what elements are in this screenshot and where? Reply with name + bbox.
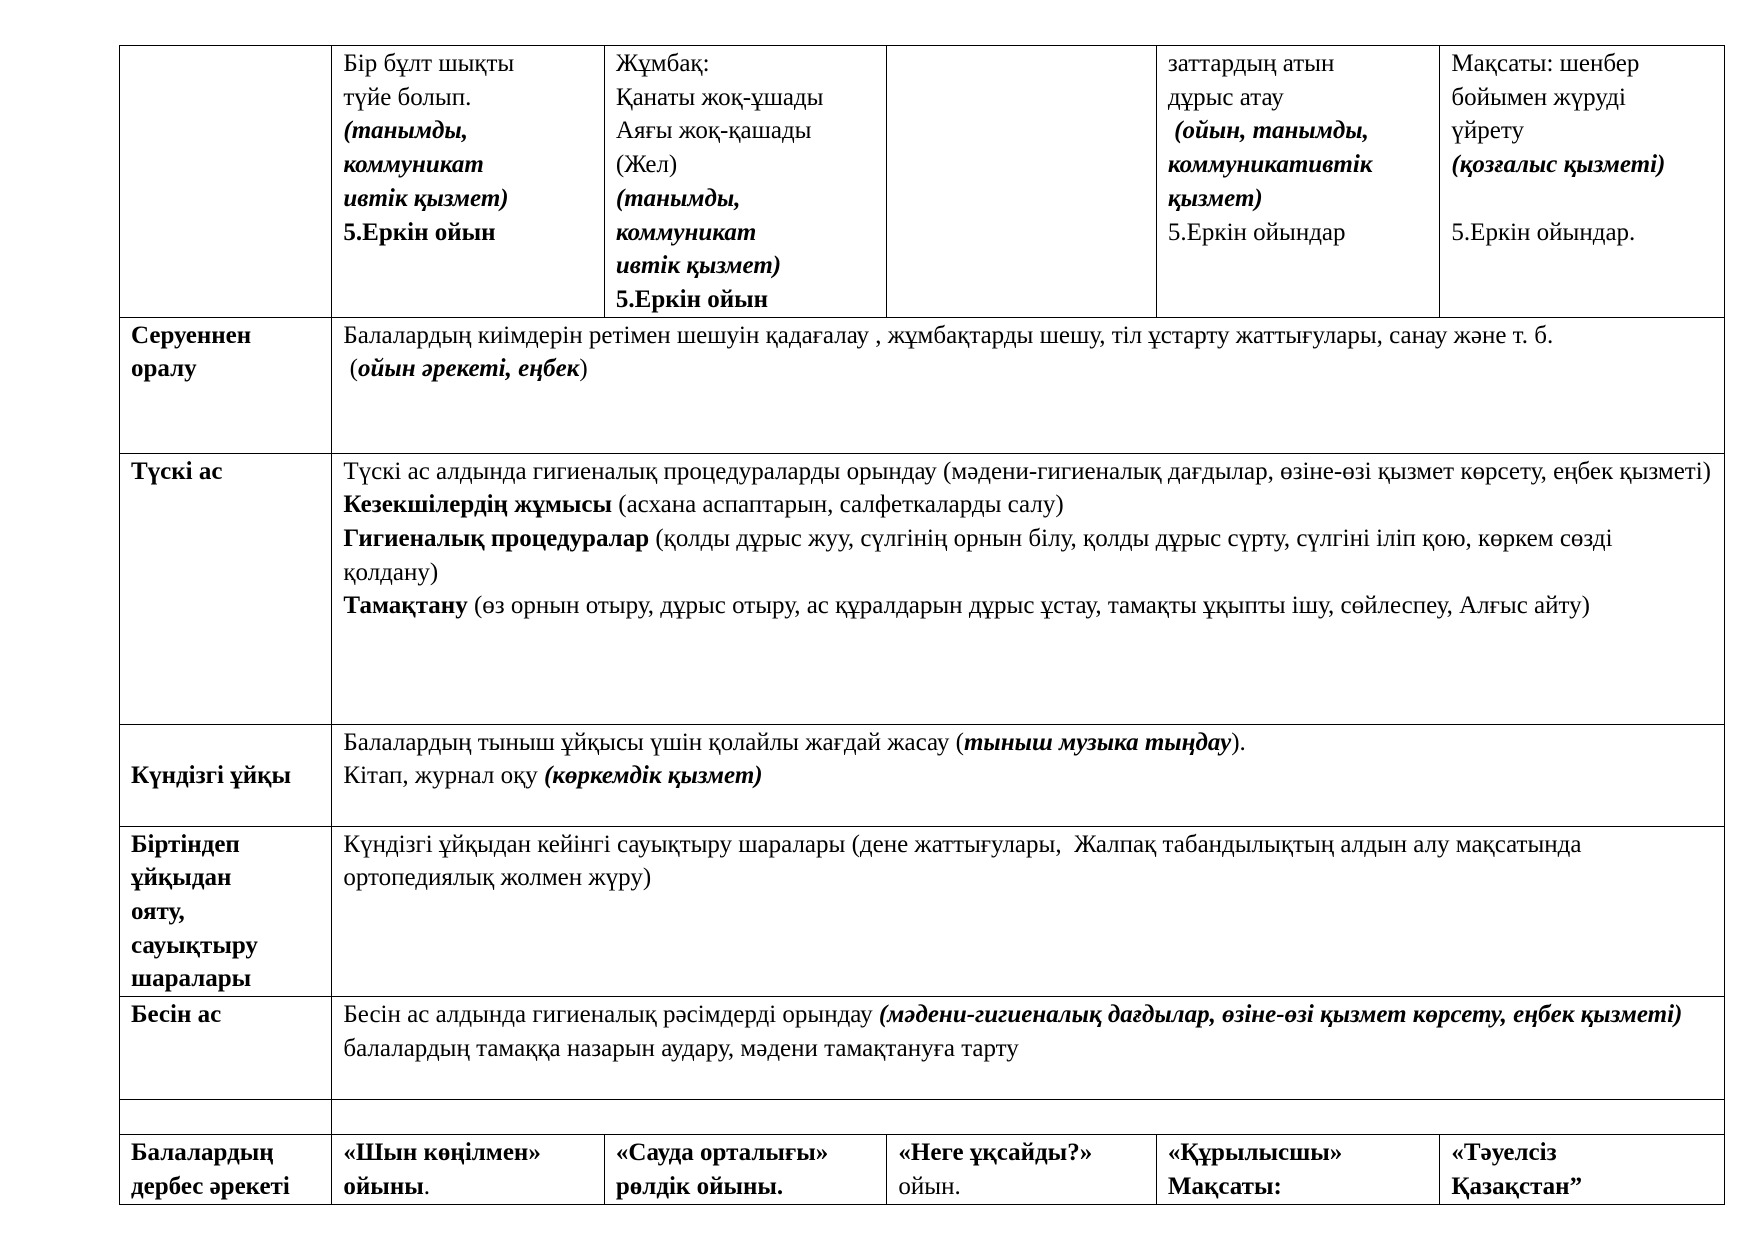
- independent-row: [120, 1135, 1725, 1204]
- cell-naming-objects: [1156, 46, 1440, 318]
- snack-row: [120, 997, 1725, 1100]
- activity-type: (танымды,: [615, 184, 741, 212]
- cell-riddle: [604, 46, 887, 318]
- return-walk-activity: (ойын әрекеті, еңбек): [343, 355, 588, 383]
- game-what-looks-like: «Неге ұқсайды?» ойын.: [887, 1135, 1157, 1204]
- text-line: Бір бұлт шықты: [343, 50, 515, 77]
- free-play-label: 5.Еркін ойын: [343, 218, 496, 246]
- activity-type: коммуникат: [343, 151, 484, 179]
- text-line: Жұмбақ:: [615, 50, 710, 77]
- activity-type: коммуникат: [615, 218, 757, 246]
- lunch-intro: Түскі ас алдында гигиеналық процедураларды орындау (мәдени-гигиеналық дағдылар, өзіне-өзі қызмет көрсету, еңбек қызметі): [343, 457, 1712, 485]
- nap-line-2: Кітап, журнал оқу (көркемдік қызмет): [343, 762, 763, 790]
- spacer-line: [1451, 182, 1713, 216]
- wakeup-row: [120, 826, 1725, 997]
- return-walk-row: [120, 317, 1725, 453]
- text-line: дұрыс атау: [1167, 83, 1284, 111]
- activity-type: ивтік қызмет): [615, 252, 782, 280]
- free-play-label: 5.Еркін ойындар.: [1451, 218, 1636, 246]
- nap-row: [120, 724, 1725, 826]
- game-sincere: «Шын көңілмен» ойыны.: [332, 1135, 605, 1204]
- lunch-hygiene: Гигиеналық процедуралар (қолды дұрыс жуу, сүлгінің орнын білу, қолды дұрыс сүрту, сүлгіні іліп қою, көркем сөзді қолдану): [343, 525, 1613, 586]
- activity-type: (танымды,: [343, 117, 469, 145]
- game-independent-kazakhstan: «Тәуелсіз Қазақстан”: [1440, 1135, 1725, 1204]
- row-label-lunch: Түскі ас: [120, 453, 332, 724]
- activity-type: (қозғалыс қызметі): [1451, 151, 1666, 179]
- text-line: (Жел): [615, 151, 678, 179]
- row-label-return-walk: Серуеннен оралу: [120, 317, 332, 453]
- activity-type: коммуникативтік: [1167, 151, 1373, 179]
- row-label-snack: Бесін ас: [120, 997, 332, 1100]
- free-play-label: 5.Еркін ойындар: [1167, 218, 1346, 246]
- text-line: заттардың атын: [1167, 50, 1335, 77]
- lunch-content: [332, 453, 1725, 724]
- cell-circle-walk: [1440, 46, 1725, 318]
- text-line: үйрету: [1451, 117, 1524, 145]
- text-line: Мақсаты: шенбер: [1451, 50, 1640, 77]
- return-walk-text: Балалардың киімдерін ретімен шешуін қадағалау , жұмбақтарды шешу, тіл ұстарту жаттығулары, санау және т. б.: [343, 321, 1554, 349]
- text-line: Аяғы жоқ-қашады: [615, 117, 812, 145]
- text-line: түйе болып.: [343, 83, 472, 111]
- row-label-independent: Балалардың дербес әрекеті: [120, 1135, 332, 1204]
- nap-line-1: Балалардың тыныш ұйқысы үшін қолайлы жағдай жасау (тыныш музыка тыңдау).: [343, 728, 1246, 756]
- activity-type: ивтік қызмет): [343, 184, 509, 212]
- snack-content: Бесін ас алдында гигиеналық рәсімдерді орындау (мәдени-гигиеналық дағдылар, өзіне-өзі қызмет көрсету, еңбек қызметі) балалардың тамаққа назарын аудару, мәдени тамақтануға тарту: [332, 997, 1725, 1100]
- cell-empty: [887, 46, 1157, 318]
- empty-row: [120, 1100, 1725, 1135]
- continuation-row: [120, 46, 1725, 318]
- daily-plan-table: [119, 45, 1725, 1205]
- lunch-row: [120, 453, 1725, 724]
- game-shopping-center: «Сауда орталығы» рөлдік ойыны.: [604, 1135, 887, 1204]
- cell-cloud-poem: [332, 46, 605, 318]
- row-label-wakeup: Біртіндеп ұйқыдан ояту, сауықтыру шаралары: [120, 826, 332, 997]
- wakeup-content: Күндізгі ұйқыдан кейінгі сауықтыру шаралары (дене жаттығулары, Жалпақ табандылықтың алдын алу мақсатында ортопедиялық жолмен жүру): [332, 826, 1725, 997]
- empty-cell: [332, 1100, 1725, 1135]
- activity-type: қызмет): [1167, 184, 1263, 212]
- lunch-eating: Тамақтану (өз орнын отыру, дұрыс отыру, ас құралдарын дұрыс ұстау, тамақты ұқыпты ішу, сөйлеспеу, Алғыс айту): [343, 592, 1590, 620]
- empty-cell: [120, 1100, 332, 1135]
- return-walk-content: [332, 317, 1725, 453]
- text-line: Қанаты жоқ-ұшады: [615, 83, 824, 111]
- lunch-duty: Кезекшілердің жұмысы (асхана аспаптарын, салфеткаларды салу): [343, 491, 1064, 519]
- text-line: бойымен жүруді: [1451, 83, 1626, 111]
- row-label-empty: [120, 46, 332, 318]
- game-builder: «Құрылысшы» Мақсаты:: [1156, 1135, 1440, 1204]
- activity-type: (ойын, танымды,: [1167, 117, 1369, 145]
- nap-content: [332, 724, 1725, 826]
- row-label-nap: Күндізгі ұйқы: [120, 724, 332, 826]
- free-play-label: 5.Еркін ойын: [615, 285, 769, 313]
